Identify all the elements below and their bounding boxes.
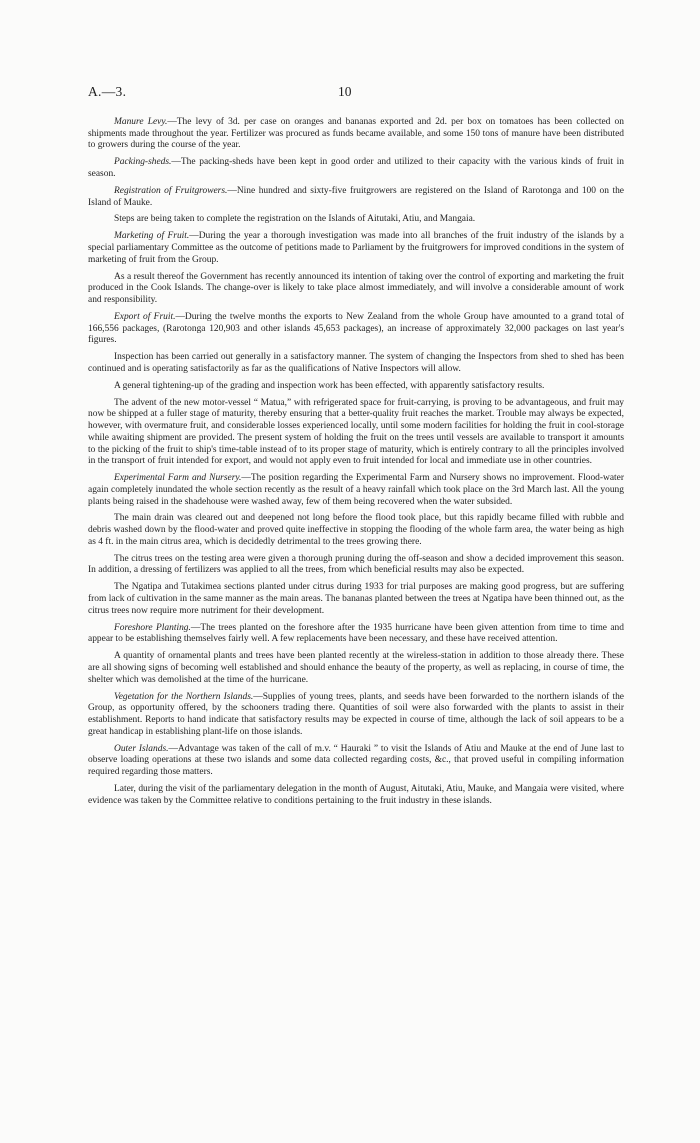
paragraph-text: —During the twelve months the exports to New Zealand from the whole Group have amounted to a grand total of 166,556 packages, (Rarotonga 120,903 and other islands 45,653 packages), an increase of approximately 32,000 packages on last year's figures. [88,311,624,346]
section-heading: Export of Fruit. [114,311,176,322]
page-header [88,84,622,104]
section-heading: Marketing of Fruit. [114,231,190,242]
paragraph [88,398,624,468]
paragraph-text: A general tightening-up of the grading and inspection work has been effected, with apparently satisfactory results. [114,380,545,391]
page-number: 10 [338,84,352,99]
paragraph [88,554,624,577]
section-heading: Foreshore Planting. [114,622,191,633]
section-heading: Vegetation for the Northern Islands. [114,691,254,702]
section-heading: Manure Levy. [114,117,168,127]
paragraph-text: As a result thereof the Government has recently announced its intention of taking over the control of exporting and marketing the fruit produced in the Cook Islands. The change-over is likely to take place almost immediately, and will involve a considerable amount of work and responsibility. [88,271,624,306]
paragraph-text: —The position regarding the Experimental Farm and Nursery shows no improvement. Flood-water again completely inundated the whole section recently as the result of a heavy rainfall which took place on the 3rd March last. All the young plants being raised in the shadehouse were washed away, few of them being recovered when the water subsided. [88,473,625,507]
section-heading: Packing-sheds. [114,157,172,168]
section-heading: Registration of Fruitgrowers. [114,185,228,196]
paragraph-text: Inspection has been carried out generally in a satisfactory manner. The system of changing the Inspectors from shed to shed has been continued and is operating satisfactorily as far as the qualifications of Native Inspectors will allow. [88,352,624,374]
paragraph-text: —Advantage was taken of the call of m.v. “ Hauraki ” to visit the Islands of Atiu and Mauke at the end of June last to observe loading operations at these two islands and some data collected regarding costs, &c., that proved useful in compiling information required regarding those matters. [88,743,624,777]
paragraph [88,186,624,209]
document-reference: A.—3. [88,84,127,99]
paragraph [88,352,624,375]
paragraph [88,651,624,686]
paragraph [88,214,624,226]
paragraph-text: The advent of the new motor-vessel “ Matua,” with refrigerated space for fruit-carrying, is proving to be advantageous, and fruit may now be shipped at a fuller stage of maturity, thereby ensuring that a better-quality fruit reaches the market. Trouble may always be expected, however, with overmature fruit, and considerable losses experienced locally, until some modern facilities for holding the fruit in cool-storage while awaiting shipment are provided. The present system of holding the fruit on the trees until vessels are available to transport it amounts to the picking of the fruit to ship's time-table instead of to its proper stage of maturity, which is entirely contrary to all the principles involved in the transport of fruit intended for export, and would not apply even to fruit intended for local and immediate use in other countries. [88,397,624,467]
paragraph-text: —Supplies of young trees, plants, and seeds have been forwarded to the northern islands of the Group, as opportunity offered, by the schooners trading there. Quantities of soil were also forwarded with the plants to assist in their establishment. Reports to hand indicate that satisfactory results may be expected in course of time, although the lack of soil appears to be a great handicap in establishing plant-life on those islands. [88,691,624,737]
paragraph-text: The Ngatipa and Tutakimea sections planted under citrus during 1933 for trial purposes are making good progress, but are suffering from lack of cultivation in the same manner as the main areas. The bananas planted between the trees at Ngatipa have been thinned out, as the citrus trees now require more nutriment for their development. [88,582,624,616]
section-heading: Experimental Farm and Nursery. [114,473,242,484]
paragraph-text: —The trees planted on the foreshore after the 1935 hurricane have been given attention from time to time and appear to be establishing themselves fairly well. A few replacements have been necessary, and these have received attention. [88,622,624,645]
paragraph-text: —During the year a thorough investigation was made into all branches of the fruit industry of the islands by a special parliamentary Committee as the outcome of petitions made to Parliament by the fruitgrowers for improved conditions in the system of marketing of fruit from the Group. [88,231,624,265]
paragraph [88,473,624,508]
paragraph-text: —The levy of 3d. per case on oranges and bananas exported and 2d. per box on tomatoes has been collected on shipments made throughout the year. Fertilizer was procured as funds became available, and some 150 tons of manure have been distributed to growers during the course of the year. [88,117,624,151]
paragraph-text: —Nine hundred and sixty-five fruitgrowers are registered on the Island of Rarotonga and 100 on the Island of Mauke. [88,185,624,208]
paragraph-text: The citrus trees on the testing area were given a thorough pruning during the off-season and show a decided improvement this season. In addition, a dressing of fertilizers was applied to all the trees, from which beneficial results may also be expected. [88,553,624,576]
paragraph-text: The main drain was cleared out and deepened not long before the flood took place, but this rapidly became filled with rubble and debris washed down by the flood-water and proved quite ineffective in stopping the flooding of the whole farm area, the water being as high as 4 ft. in the main citrus area, which is decidedly detrimental to the trees growing there. [88,513,624,547]
paragraph-text: Steps are being taken to complete the registration on the Islands of Aitutaki, Atiu, and Mangaia. [114,214,476,225]
paragraph [88,784,624,807]
paragraph [88,513,624,548]
document-body [88,117,624,812]
paragraph [88,692,624,739]
paragraph [88,582,624,617]
paragraph-text: —The packing-sheds have been kept in good order and utilized to their capacity with the various kinds of fruit in season. [88,157,624,179]
paragraph [88,272,624,307]
paragraph [88,381,624,393]
paragraph-text: Later, during the visit of the parliamentary delegation in the month of August, Aitutaki, Atiu, Mauke, and Mangaia were visited, where evidence was taken by the Committee relative to conditions pertaining to the fruit industry in these islands. [88,783,624,806]
section-heading: Outer Islands. [114,743,169,754]
paragraph [88,312,624,347]
paragraph [88,117,624,152]
paragraph [88,744,624,779]
paragraph [88,231,624,266]
paragraph-text: A quantity of ornamental plants and trees have been planted recently at the wireless-station in addition to those already there. These are all showing signs of becoming well established and should enhance the beauty of the property, as well as replacing, in course of time, the shelter which was demolished at the time of the hurricane. [88,651,624,685]
paragraph [88,157,624,180]
paragraph [88,623,624,646]
